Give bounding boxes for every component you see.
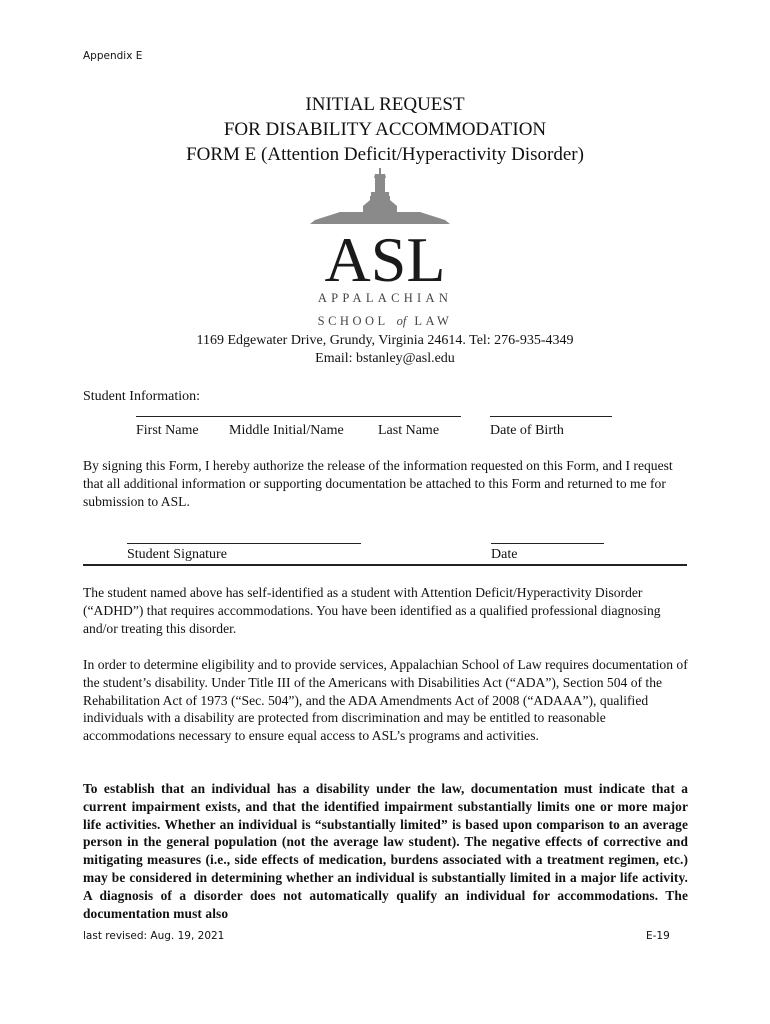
svg-text:APPALACHIAN: APPALACHIAN [317,291,453,305]
signature-line [127,543,361,544]
body-paragraph-2: In order to determine eligibility and to provide services, Appalachian School of Law requires documentation of the student’s disability. Under Title III of the Americans with Disabilities Act (“ADA”), Section 504 of the Rehabilitation Act of 1973 (“Sec. 504”), and the ADA Amendments Act of 2008 (“ADAAA”), qualified individuals with a disability are protected from discrimination and may be entitled to reasonable accommodations necessary to ensure equal access to ASL’s programs and activities. [83,657,688,744]
form-title-line-1: INITIAL REQUEST [305,94,465,115]
form-title-line-3: FORM E (Attention Deficit/Hyperactivity Disorder) [186,144,584,165]
authorization-paragraph: By signing this Form, I hereby authorize the release of the information requested on this Form, and I request that all additional information or supporting documentation be attached to this Form and returned to me for submission to ASL. [83,458,673,509]
appendix-label: Appendix E [83,50,143,62]
email-line: Email: bstanley@asl.edu [315,351,455,366]
date-label: Date [491,547,518,562]
date-line [491,543,604,544]
middle-name-label: Middle Initial/Name [229,423,344,438]
last-name-label: Last Name [378,423,440,438]
form-title-line-2: FOR DISABILITY ACCOMMODATION [223,119,547,140]
building-icon [310,168,450,224]
dob-line [490,416,612,417]
dob-label: Date of Birth [490,423,564,438]
signature-label: Student Signature [127,547,227,562]
svg-text:ASL: ASL [324,224,446,295]
student-info-heading: Student Information: [83,389,201,404]
svg-text:SCHOOLofLAW: SCHOOL of LAW [317,314,453,328]
name-line [136,416,461,417]
section-divider [83,564,687,566]
first-name-label: First Name [136,423,199,438]
last-revised: last revised: Aug. 19, 2021 [83,930,225,942]
asl-logo [305,168,465,328]
body-paragraph-3: To establish that an individual has a disability under the law, documentation must indicate that a current impairment exists, and that the identified impairment substantially limits one or more major life activities. Whether an individual is “substantially limited” is based upon comparison to an average person in the general population (not the average law student). The negative effects of corrective and mitigating measures (i.e., side effects of medication, burdens associated with a treatment regimen, etc.) may be considered in determining whether an individual is substantially limited in a major life activity. A diagnosis of a disorder does not automatically qualify an individual for accommodations. The documentation must also [83,781,688,921]
body-paragraph-1: The student named above has self-identified as a student with Attention Deficit/Hyperactivity Disorder (“ADHD”) that requires accommodations. You have been identified as a qualified professional diagnosing and/or treating this disorder. [83,585,661,636]
address-line: 1169 Edgewater Drive, Grundy, Virginia 24614. Tel: 276-935-4349 [196,333,574,348]
page-number: E-19 [646,930,670,942]
